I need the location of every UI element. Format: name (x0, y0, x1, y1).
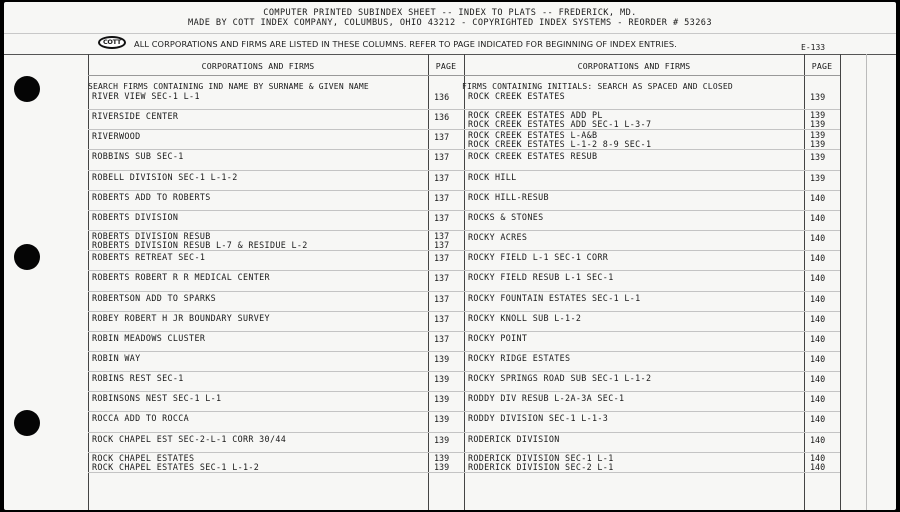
row-rule (464, 331, 840, 332)
entry-name: RIVER VIEW SEC-1 L-1 (92, 91, 200, 101)
entry-page: 139 (434, 435, 450, 445)
entry-name: ROCKY RIDGE ESTATES (468, 353, 571, 363)
entry-name: ROCCA ADD TO ROCCA (92, 413, 190, 423)
entry-name: ROCK HILL-RESUB (468, 192, 549, 202)
entry-page: 137 (434, 273, 450, 283)
punch-hole (14, 410, 40, 436)
row-rule (88, 170, 464, 171)
row-rule (464, 250, 840, 251)
right-page-divider (804, 54, 805, 510)
right-page-label: PAGE (811, 61, 833, 71)
entry-page: 139 (810, 110, 826, 120)
entry-page: 139 (434, 462, 450, 472)
row-rule (88, 472, 464, 473)
entry-name: RODDY DIVISION SEC-1 L-1-3 (468, 413, 609, 423)
entry-page: 137 (434, 173, 450, 183)
entry-page: 139 (434, 354, 450, 364)
entry-page: 140 (810, 374, 826, 384)
entry-name: ROBINSONS NEST SEC-1 L-1 (92, 393, 222, 403)
entry-page: 140 (810, 414, 826, 424)
index-sheet (4, 2, 896, 510)
row-rule (464, 230, 840, 231)
entry-name: ROCKY SPRINGS ROAD SUB SEC-1 L-1-2 (468, 373, 652, 383)
center-divider (464, 54, 465, 510)
sheet-id: E-133 (801, 43, 826, 52)
entry-name: RODERICK DIVISION SEC-1 L-1 (468, 453, 614, 463)
row-rule (464, 149, 840, 150)
entry-name: ROBERTSON ADD TO SPARKS (92, 293, 217, 303)
entry-page: 137 (434, 152, 450, 162)
row-rule (88, 149, 464, 150)
row-rule (88, 371, 464, 372)
entry-name: ROBERTS DIVISION (92, 212, 179, 222)
entry-name: ROBELL DIVISION SEC-1 L-1-2 (92, 172, 238, 182)
header-rule (4, 33, 896, 34)
entry-name: ROBBINS SUB SEC-1 (92, 151, 184, 161)
publisher-line: MADE BY COTT INDEX COMPANY, COLUMBUS, OHIO 43212 - COPYRIGHTED INDEX SYSTEMS - REORDER # 53263 (188, 18, 712, 28)
row-rule (88, 210, 464, 211)
right-margin-line (840, 54, 841, 510)
entry-page: 139 (434, 394, 450, 404)
entry-page: 139 (434, 453, 450, 463)
entry-page: 137 (434, 231, 450, 241)
row-rule (88, 109, 464, 110)
entry-page: 140 (810, 354, 826, 364)
left-search-instruction: SEARCH FIRMS CONTAINING IND NAME BY SURNAME & GIVEN NAME (88, 82, 369, 91)
column-header-rule (88, 75, 840, 76)
entry-name: ROBERTS DIVISION RESUB (92, 231, 211, 241)
entry-page: 140 (810, 453, 826, 463)
entry-page: 140 (810, 334, 826, 344)
notice-rule (4, 54, 896, 55)
entry-name: RODDY DIV RESUB L-2A-3A SEC-1 (468, 393, 625, 403)
row-rule (88, 291, 464, 292)
row-rule (88, 351, 464, 352)
entry-name: ROCKY FIELD RESUB L-1 SEC-1 (468, 272, 614, 282)
entry-page: 137 (434, 213, 450, 223)
entry-page: 136 (434, 92, 450, 102)
entry-name: ROCKY FIELD L-1 SEC-1 CORR (468, 252, 609, 262)
entry-page: 137 (434, 314, 450, 324)
entry-name: ROCK CREEK ESTATES (468, 91, 566, 101)
left-column-title: CORPORATIONS AND FIRMS (201, 61, 315, 71)
left-page-label: PAGE (435, 61, 457, 71)
entry-page: 140 (810, 314, 826, 324)
entry-page: 137 (434, 193, 450, 203)
cott-logo: COTT (98, 36, 126, 49)
entry-page: 137 (434, 132, 450, 142)
sheet-title: COMPUTER PRINTED SUBINDEX SHEET -- INDEX TO PLATS -- FREDERICK, MD. (263, 8, 637, 18)
entry-page: 139 (810, 152, 826, 162)
row-rule (464, 270, 840, 271)
entry-page: 137 (434, 334, 450, 344)
entry-name: ROCKY ACRES (468, 232, 528, 242)
punch-hole (14, 244, 40, 270)
entry-name: ROBERTS DIVISION RESUB L-7 & RESIDUE L-2 (92, 240, 308, 250)
entry-page: 139 (434, 414, 450, 424)
row-rule (88, 331, 464, 332)
punch-hole (14, 76, 40, 102)
entry-page: 139 (810, 119, 826, 129)
entry-name: ROCK CREEK ESTATES L-A&B (468, 130, 598, 140)
entry-page: 139 (810, 139, 826, 149)
entry-name: ROBERTS ROBERT R R MEDICAL CENTER (92, 272, 270, 282)
entry-page: 140 (810, 435, 826, 445)
entry-name: ROCK CREEK ESTATES ADD PL (468, 110, 603, 120)
row-rule (464, 210, 840, 211)
row-rule (88, 311, 464, 312)
entry-name: ROCK CREEK ESTATES ADD SEC-1 L-3-7 (468, 119, 652, 129)
left-page-divider (428, 54, 429, 510)
row-rule (464, 291, 840, 292)
entry-page: 137 (434, 240, 450, 250)
row-rule (464, 391, 840, 392)
entry-page: 140 (810, 193, 826, 203)
entry-name: ROCKS & STONES (468, 212, 544, 222)
entry-name: ROCKY KNOLL SUB L-1-2 (468, 313, 582, 323)
entry-name: ROCK CHAPEL EST SEC-2-L-1 CORR 30/44 (92, 434, 287, 444)
entry-name: ROBINS REST SEC-1 (92, 373, 184, 383)
entry-page: 136 (434, 112, 450, 122)
row-rule (88, 190, 464, 191)
entry-name: ROBIN MEADOWS CLUSTER (92, 333, 206, 343)
right-column-title: CORPORATIONS AND FIRMS (577, 61, 691, 71)
entry-page: 137 (434, 253, 450, 263)
row-rule (88, 129, 464, 130)
row-rule (88, 270, 464, 271)
entry-name: RODERICK DIVISION SEC-2 L-1 (468, 462, 614, 472)
column-notice: ALL CORPORATIONS AND FIRMS ARE LISTED IN THESE COLUMNS. REFER TO PAGE INDICATED FOR BEGINNING OF INDEX ENTRIES. (134, 39, 677, 49)
outer-margin-line (866, 54, 867, 510)
entry-name: ROCK CREEK ESTATES RESUB (468, 151, 598, 161)
row-rule (464, 311, 840, 312)
row-rule (464, 432, 840, 433)
entry-name: ROBEY ROBERT H JR BOUNDARY SURVEY (92, 313, 270, 323)
row-rule (464, 190, 840, 191)
entry-name: ROBIN WAY (92, 353, 141, 363)
entry-name: ROCK CHAPEL ESTATES (92, 453, 195, 463)
entry-page: 139 (810, 173, 826, 183)
entry-name: ROCKY FOUNTAIN ESTATES SEC-1 L-1 (468, 293, 641, 303)
row-rule (88, 391, 464, 392)
row-rule (88, 250, 464, 251)
row-rule (464, 371, 840, 372)
row-rule (464, 170, 840, 171)
entry-page: 139 (434, 374, 450, 384)
entry-name: RIVERSIDE CENTER (92, 111, 179, 121)
row-rule (88, 432, 464, 433)
entry-page: 137 (434, 294, 450, 304)
entry-page: 139 (810, 92, 826, 102)
row-rule (464, 472, 840, 473)
row-rule (88, 411, 464, 412)
entry-name: ROCK HILL (468, 172, 517, 182)
row-rule (464, 411, 840, 412)
left-margin-line (88, 54, 89, 510)
entry-name: ROCKY POINT (468, 333, 528, 343)
entry-page: 139 (810, 130, 826, 140)
entry-name: ROBERTS ADD TO ROBERTS (92, 192, 211, 202)
entry-page: 140 (810, 273, 826, 283)
entry-name: ROCK CREEK ESTATES L-1-2 8-9 SEC-1 (468, 139, 652, 149)
entry-name: RODERICK DIVISION (468, 434, 560, 444)
entry-page: 140 (810, 294, 826, 304)
entry-page: 140 (810, 462, 826, 472)
right-search-instruction: FIRMS CONTAINING INITIALS: SEARCH AS SPACED AND CLOSED (462, 82, 733, 91)
entry-name: ROCK CHAPEL ESTATES SEC-1 L-1-2 (92, 462, 260, 472)
entry-page: 140 (810, 233, 826, 243)
entry-page: 140 (810, 394, 826, 404)
entry-page: 140 (810, 213, 826, 223)
row-rule (464, 351, 840, 352)
entry-name: ROBERTS RETREAT SEC-1 (92, 252, 206, 262)
entry-page: 140 (810, 253, 826, 263)
entry-name: RIVERWOOD (92, 131, 141, 141)
